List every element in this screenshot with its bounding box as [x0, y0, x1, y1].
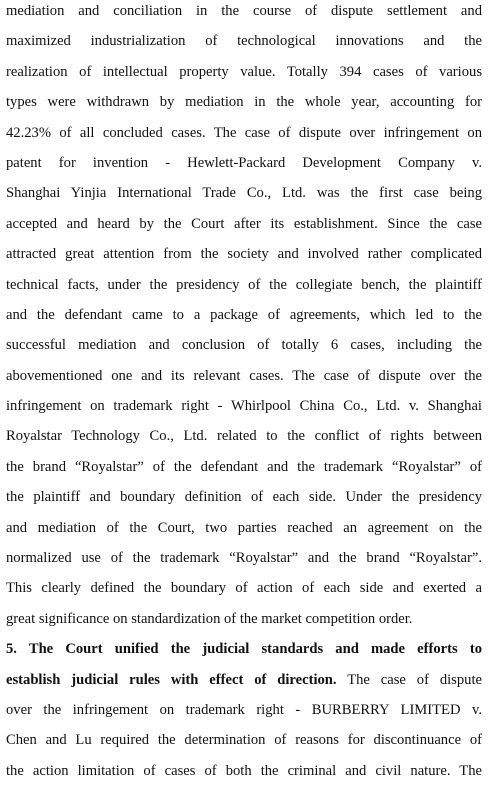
section-heading-continuation: [6, 665, 482, 695]
text-line: mediation and conciliation in the course of dispute settlement and: [6, 3, 482, 19]
text-line: This clearly defined the boundary of action of each side and exerted a: [6, 580, 482, 597]
text-line: abovementioned one and its relevant cases. The case of dispute over the: [6, 367, 482, 384]
section-heading: 5. The Court unified the judicial standards and made efforts to: [6, 641, 482, 658]
text-line: maximized industrialization of technological innovations and the: [6, 33, 482, 50]
text-line: infringement on trademark right - Whirlpool China Co., Ltd. v. Shanghai: [6, 398, 482, 415]
text-line: accepted and heard by the Court after its establishment. Since the case: [6, 215, 482, 232]
section-heading-bold-part: establish judicial rules with effect of direction.: [6, 671, 337, 688]
text-line: types were withdrawn by mediation in the whole year, accounting for: [6, 94, 482, 111]
text-line: patent for invention - Hewlett-Packard Development Company v.: [6, 154, 482, 171]
body-text-part: The case of dispute: [336, 671, 482, 688]
text-line: the brand “Royalstar” of the defendant and the trademark “Royalstar” of: [6, 458, 482, 475]
text-line: Royalstar Technology Co., Ltd. related to the conflict of rights between: [6, 428, 482, 445]
text-line: and the defendant came to a package of agreements, which led to the: [6, 306, 482, 323]
text-line: realization of intellectual property value. Totally 394 cases of various: [6, 63, 482, 80]
text-line: normalized use of the trademark “Royalstar” and the brand “Royalstar”.: [6, 550, 482, 567]
text-line: the plaintiff and boundary definition of each side. Under the presidency: [6, 489, 482, 506]
paragraph-mediation: [6, 0, 482, 634]
text-line: successful mediation and conclusion of totally 6 cases, including the: [6, 337, 482, 354]
paragraph-judicial-standards: [6, 634, 482, 786]
text-line: and mediation of the Court, two parties reached an agreement on the: [6, 519, 482, 536]
text-line: great significance on standardization of the market competition order.: [6, 610, 413, 627]
text-line: the action limitation of cases of both the criminal and civil nature. The: [6, 762, 482, 779]
text-line: technical facts, under the presidency of the collegiate bench, the plaintiff: [6, 276, 482, 293]
text-line: over the infringement on trademark right - BURBERRY LIMITED v.: [6, 701, 482, 718]
text-line: Chen and Lu required the determination of reasons for discontinuance of: [6, 732, 482, 749]
text-line: 42.23% of all concluded cases. The case of dispute over infringement on: [6, 124, 482, 141]
text-line: Shanghai Yinjia International Trade Co., Ltd. was the first case being: [6, 185, 482, 202]
text-line: attracted great attention from the society and involved rather complicated: [6, 246, 482, 263]
